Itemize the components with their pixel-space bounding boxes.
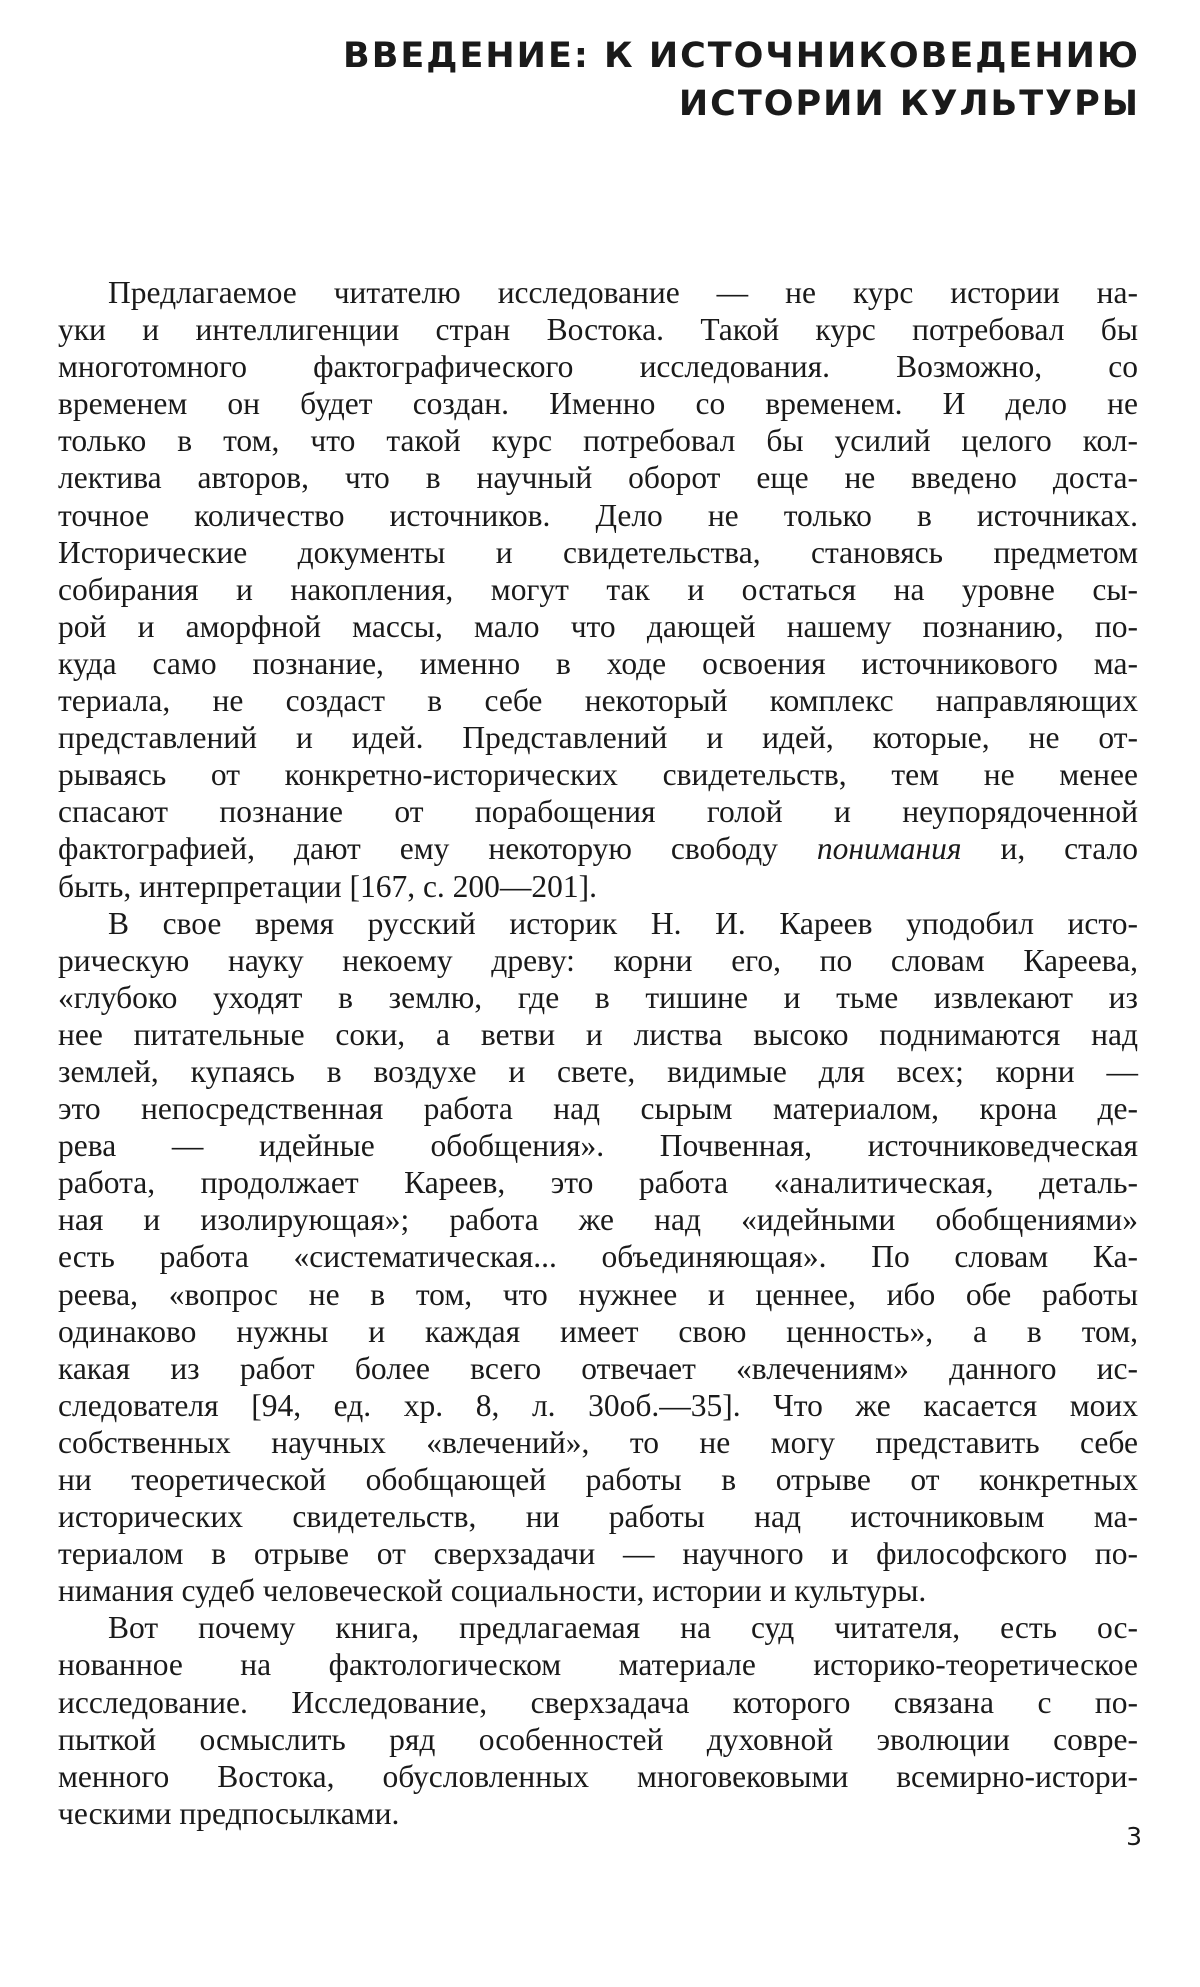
text-line: нимания судеб человеческой социальности, истории и культуры. <box>58 1573 927 1609</box>
text-line: быть, интерпретации [167, с. 200—201]. <box>58 868 598 904</box>
text-line: уки и интеллигенции стран Востока. Такой курс потребовал бы <box>58 312 1138 348</box>
text-line: рическую науку некоему древу: корни его, по словам Кареева, <box>58 942 1138 978</box>
text-line: В свое время русский историк Н. И. Кареев уподобил исто- <box>108 905 1138 941</box>
text-line: ни теоретической обобщающей работы в отрыве от конкретных <box>58 1462 1138 1497</box>
text-line: нованное на фактологическом материале историко-теоретическое <box>58 1647 1138 1683</box>
text-line: пыткой осмыслить ряд особенностей духовной эволюции совре- <box>58 1721 1138 1757</box>
text-segment: фактографией, дают ему некоторую свободу <box>58 831 817 867</box>
page-number: 3 <box>1126 1822 1142 1851</box>
text-line: землей, купаясь в воздухе и свете, видимые для всех; корни — <box>58 1053 1138 1089</box>
chapter-heading <box>240 32 1140 128</box>
text-line: исторических свидетельств, ни работы над источниковым ма- <box>58 1499 1138 1535</box>
chapter-heading-line-1: ВВЕДЕНИЕ: К ИСТОЧНИКОВЕДЕНИЮ <box>343 36 1140 76</box>
text-line: лектива авторов, что в научный оборот еще не введено доста- <box>58 460 1138 496</box>
text-line: Исторические документы и свидетельства, становясь предметом <box>58 534 1138 570</box>
text-line-with-emphasis <box>58 830 1138 867</box>
text-line: нее питательные соки, а ветви и листва высоко поднимаются над <box>58 1016 1138 1052</box>
chapter-heading-line-2: ИСТОРИИ КУЛЬТУРЫ <box>678 84 1140 124</box>
paragraph-3 <box>58 1609 1138 1832</box>
text-line: Вот почему книга, предлагаемая на суд читателя, есть ос- <box>108 1610 1138 1646</box>
text-line: есть работа «систематическая... объединяющая». По словам Ка- <box>58 1239 1138 1275</box>
text-line: это непосредственная работа над сырым материалом, крона де- <box>58 1091 1138 1127</box>
text-line: спасают познание от порабощения голой и неупорядоченной <box>58 794 1138 830</box>
emphasized-word: понимания <box>816 831 962 867</box>
text-line: ческими предпосылками. <box>58 1795 400 1831</box>
paragraph-1 <box>58 274 1138 905</box>
text-segment: и, стало <box>961 831 1138 867</box>
text-line: собирания и накопления, могут так и остаться на уровне сы- <box>58 571 1138 607</box>
text-line: точное количество источников. Дело не только в источниках. <box>58 497 1138 533</box>
text-line: рой и аморфной массы, мало что дающей нашему познанию, по- <box>58 608 1138 644</box>
text-line: териала, не создаст в себе некоторый комплекс направляющих <box>58 683 1138 719</box>
text-line: одинаково нужны и каждая имеет свою ценность», а в том, <box>58 1313 1138 1349</box>
text-line: реева, «вопрос не в том, что нужнее и ценнее, ибо обе работы <box>58 1276 1138 1312</box>
text-line: «глубоко уходят в землю, где в тишине и тьме извлекают из <box>58 979 1138 1015</box>
text-line: менного Востока, обусловленных многовековыми всемирно-истори- <box>58 1758 1138 1794</box>
text-line: только в том, что такой курс потребовал бы усилий целого кол- <box>58 423 1138 459</box>
body-text <box>58 274 1138 1832</box>
text-line: рываясь от конкретно-исторических свидетельств, тем не менее <box>58 757 1138 793</box>
text-line: какая из работ более всего отвечает «влечениям» данного ис- <box>58 1350 1138 1386</box>
text-line: многотомного фактографического исследования. Возможно, со <box>58 349 1138 385</box>
text-line: работа, продолжает Кареев, это работа «аналитическая, деталь- <box>58 1165 1138 1201</box>
text-line: рева — идейные обобщения». Почвенная, источниковедческая <box>58 1128 1138 1164</box>
text-line: собственных научных «влечений», то не могу представить себе <box>58 1424 1138 1460</box>
text-line: Предлагаемое читателю исследование — не курс истории на- <box>108 275 1138 310</box>
text-line: представлений и идей. Представлений и идей, которые, не от- <box>58 720 1138 756</box>
text-line: временем он будет создан. Именно со временем. И дело не <box>58 386 1138 422</box>
text-line: куда само познание, именно в ходе освоения источникового ма- <box>58 645 1138 681</box>
paragraph-2 <box>58 905 1138 1610</box>
text-line: следователя [94, ед. хр. 8, л. 30об.—35]. Что же касается моих <box>58 1387 1138 1423</box>
text-line: ная и изолирующая»; работа же над «идейными обобщениями» <box>58 1202 1138 1238</box>
text-line: исследование. Исследование, сверхзадача которого связана с по- <box>58 1684 1138 1720</box>
text-line: териалом в отрыве от сверхзадачи — научного и философского по- <box>58 1536 1138 1572</box>
